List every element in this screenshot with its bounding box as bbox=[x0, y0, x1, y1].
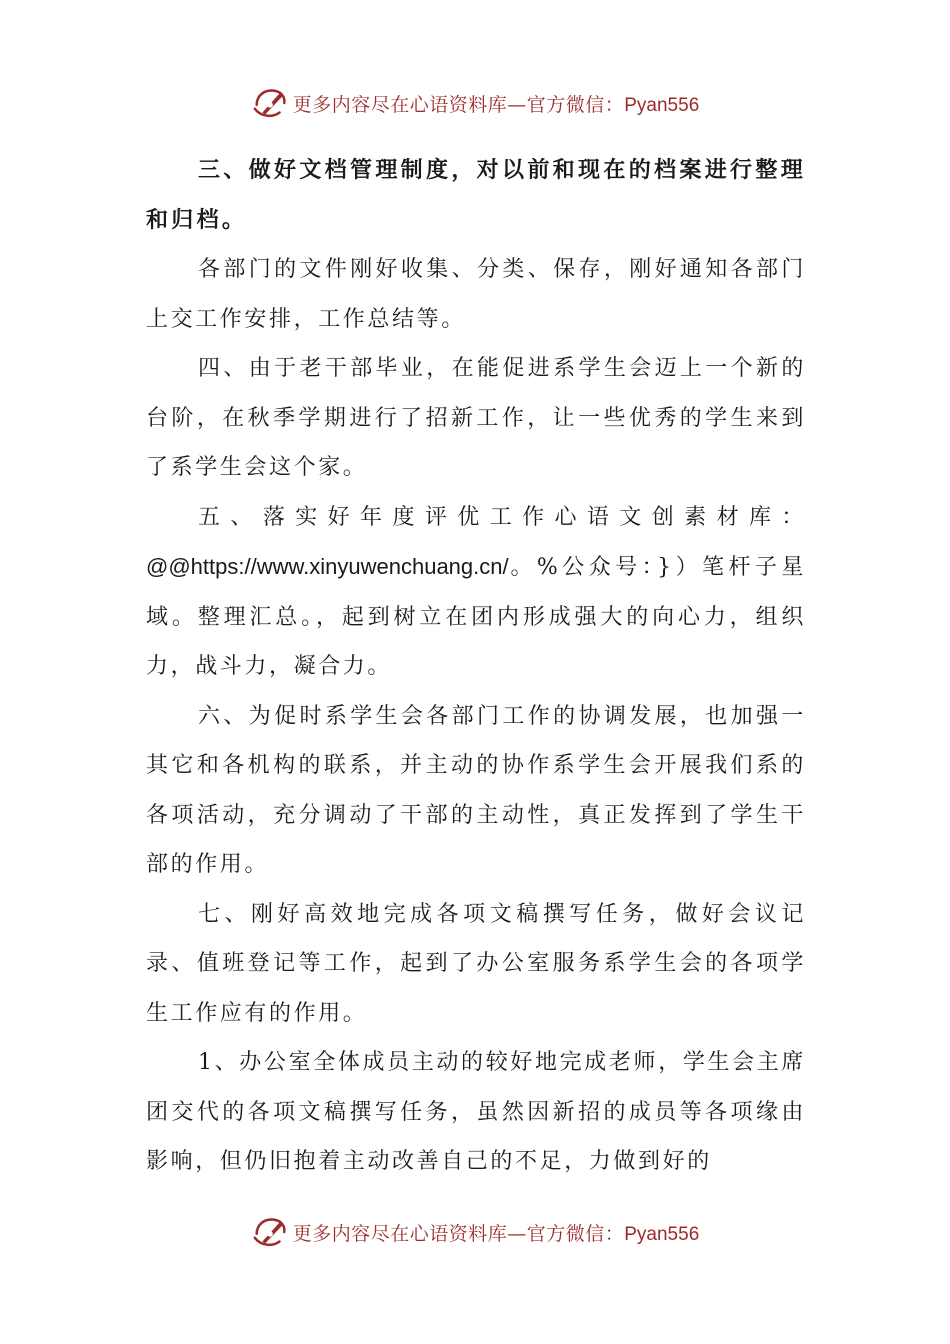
quill-pen-logo-icon bbox=[251, 84, 289, 122]
paragraph-5-rest: 。%公众号：}）笔杆子星域。整理汇总。，起到树立在团内形成强大的向心力，组织力，战斗力，凝合力。 bbox=[146, 555, 806, 679]
paragraph-7-writing: 七、刚好高效地完成各项文稿撰写任务，做好会议记录、值班登记等工作，起到了办公室服务系学生会的各项学生工作应有的作用。 bbox=[146, 901, 806, 1026]
paragraph-3-heading: 三、做好文档管理制度，对以前和现在的档案进行整理和归档。 bbox=[146, 158, 806, 233]
paragraph-5-body bbox=[146, 542, 806, 692]
banner-text: 更多内容尽在心语资料库—官方微信：Pyan556 bbox=[292, 1222, 700, 1245]
paragraph-5-line1: 五、落实好年度评优工作心语文创素材库： bbox=[198, 504, 806, 530]
banner-text: 更多内容尽在心语资料库—官方微信：Pyan556 bbox=[292, 93, 700, 116]
paragraph-4-recruitment: 四、由于老干部毕业，在能促进系学生会迈上一个新的台阶，在秋季学期进行了招新工作，让一些优秀的学生来到了系学生会这个家。 bbox=[146, 356, 806, 480]
paragraph-documents: 各部门的文件刚好收集、分类、保存，刚好通知各部门上交工作安排，工作总结等。 bbox=[146, 257, 806, 332]
footer-banner bbox=[0, 1209, 950, 1255]
banner-handle: Pyan556 bbox=[624, 94, 700, 116]
paragraph-6-coordination: 六、为促时系学生会各部门工作的协调发展，也加强一其它和各机构的联系，并主动的协作系学生会开展我们系的各项活动，充分调动了干部的主动性，真正发挥到了学生干部的作用。 bbox=[146, 703, 806, 877]
banner-handle: Pyan556 bbox=[624, 1223, 700, 1245]
website-link[interactable]: @@https://www.xinyuwenchuang.cn/ bbox=[146, 554, 509, 579]
paragraph-item-1: 1、办公室全体成员主动的较好地完成老师，学生会主席团交代的各项文稿撰写任务，虽然因新招的成员等各项缘由影响，但仍旧抱着主动改善自己的不足，力做到好的 bbox=[146, 1050, 806, 1174]
quill-pen-logo-icon bbox=[251, 1213, 289, 1251]
document-body bbox=[146, 146, 806, 1187]
header-banner bbox=[0, 80, 950, 126]
